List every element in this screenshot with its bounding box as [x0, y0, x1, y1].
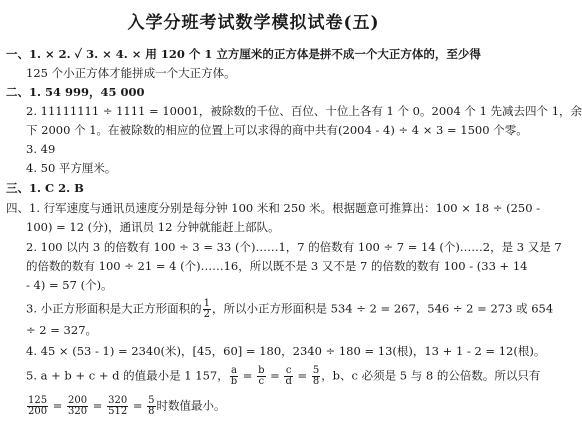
answer-line: 100) = 12 (分)，通讯员 12 分钟就能赶上部队。	[26, 220, 280, 234]
answer-line: ÷ 2 = 327。	[26, 323, 98, 337]
denominator: 8	[148, 406, 155, 417]
fraction-c-d	[284, 366, 292, 387]
fraction-200-320	[67, 396, 88, 417]
answer-line: 4. 50 平方厘米。	[26, 161, 117, 175]
answer-line-fraction: $\frac{125}{200}$ = $\frac{200}{320}$ = $\frac{320}{512}$ = $\frac{5}{8}$ 时数值最小。	[28, 395, 226, 417]
answer-text: ，所以小正方形面积是 534 ÷ 2 = 267，546 ÷ 2 = 273 或 654	[212, 301, 554, 316]
denominator: 8	[312, 376, 320, 387]
fraction-b-c	[257, 366, 265, 387]
denominator: d	[285, 376, 292, 387]
answer-text: 5. a + b + c + d 的值最小是 1 157，	[26, 368, 229, 383]
numerator: 1	[203, 298, 211, 309]
answer-line: 2. 100 以内 3 的倍数有 100 ÷ 3 = 33 (个)……1，7 的倍数有 100 ÷ 7 = 14 (个)……2，是 3 又是 7	[26, 240, 562, 254]
answer-line-fraction: 5. a + b + c + d 的值最小是 1 157， $\frac{a}{b}$ = $\frac{b}{c}$ = $\frac{c}{d}$ = $\frac{5}{8}$ ，b、c 必须是 5 与 8 的公倍数。所以只有	[26, 365, 541, 387]
numerator: 320	[108, 395, 128, 406]
fraction-5-8	[312, 366, 320, 387]
denominator: 200	[28, 406, 48, 417]
answer-line: 下 2000 个 1。在被除数的相应的位置上可以求得的商中共有(2004 - 4) ÷ 4 × 3 = 1500 个零。	[26, 123, 528, 137]
answer-line-fraction	[26, 299, 553, 320]
denominator: b	[230, 376, 238, 387]
answer-line: 2. 11111111 ÷ 1111 = 10001，被除数的千位、百位、十位上各有 1 个 0。2004 个 1 先减去四个 1，余	[26, 104, 582, 118]
answer-line: 二、1. 54 999，45 000	[6, 85, 145, 99]
denominator: 512	[108, 406, 128, 417]
fraction-a-b	[230, 366, 238, 387]
denominator: 320	[68, 406, 88, 417]
answer-line: 125 个小正方体才能拼成一个大正方体。	[26, 66, 236, 80]
answer-line: - 4) = 57 (个)。	[26, 278, 113, 292]
answer-line: 一、1. × 2. ✓ 3. × 4. × 用 120 个 1 立方厘米的正方体是拼不成一个大正方体的，至少得	[6, 47, 481, 61]
answer-text: ，b、c 必须是 5 与 8 的公倍数。所以只有	[321, 368, 541, 383]
answer-line: 4. 45 × (53 - 1) = 2340(米)，[45，60] = 180，2340 ÷ 180 = 13(根)，13 + 1 - 2 = 12(根)。	[26, 344, 546, 358]
fraction-half	[203, 299, 211, 320]
answer-line: 三、1. C 2. B	[6, 181, 84, 195]
numerator: a	[230, 365, 237, 376]
answer-line: 的倍数的数有 100 ÷ 21 = 4 (个)……16，所以既不是 3 又不是 7 的倍数的数有 100 - (33 + 14	[26, 259, 528, 273]
denominator: c	[258, 376, 265, 387]
page-title: 入学分班考试数学模拟试卷(五)	[127, 13, 380, 33]
answer-text: 3. 小正方形面积是大正方形面积的	[26, 301, 202, 316]
answer-line: 四、1. 行军速度与通讯员速度分别是每分钟 100 米和 250 米。根据题意可推算出：100 × 18 ÷ (250 -	[6, 201, 541, 215]
denominator: 2	[203, 309, 211, 320]
fraction-320-512	[107, 396, 128, 417]
numerator: 125	[28, 395, 48, 406]
numerator: 5	[148, 395, 155, 406]
numerator: c	[285, 365, 292, 376]
answer-text: 时数值最小。	[156, 398, 226, 413]
numerator: b	[258, 365, 265, 376]
numerator: 5	[312, 365, 320, 376]
answer-line: 3. 49	[26, 142, 56, 156]
fraction-125-200	[27, 396, 48, 417]
fraction-5-8	[147, 396, 155, 417]
numerator: 200	[68, 395, 88, 406]
